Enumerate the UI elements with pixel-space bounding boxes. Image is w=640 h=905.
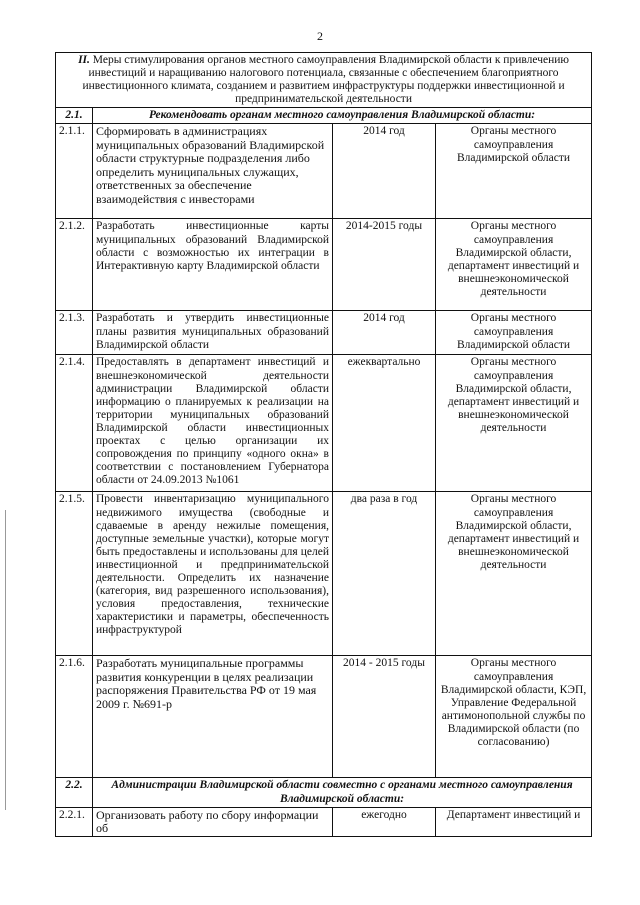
row-term: 2014 год xyxy=(333,124,436,219)
table-row xyxy=(56,807,592,837)
table-row xyxy=(56,492,592,656)
row-responsible: Органы местного самоуправления Владимирской области, департамент инвестиций и внешнеэкономической деятельности xyxy=(436,219,592,311)
subsection-title: Администрации Владимирской области совместно с органами местного самоуправления Владимирской области: xyxy=(93,778,592,807)
section-header-row xyxy=(56,53,592,108)
row-description: Разработать инвестиционные карты муниципальных образований Владимирской области с возможностью их интеграции в Интерактивную карту Владимирской области xyxy=(93,219,333,311)
row-responsible: Органы местного самоуправления Владимирской области, КЭП, Управление Федеральной антимонопольной службы по Владимирской области (по согласованию) xyxy=(436,656,592,778)
section-title-cell xyxy=(56,53,592,108)
row-responsible: Органы местного самоуправления Владимирской области, департамент инвестиций и внешнеэкономической деятельности xyxy=(436,355,592,492)
row-responsible: Департамент инвестиций и xyxy=(436,807,592,837)
row-term: 2014-2015 годы xyxy=(333,219,436,311)
row-number: 2.1.6. xyxy=(56,656,93,778)
row-responsible: Органы местного самоуправления Владимирской области xyxy=(436,311,592,355)
measures-table xyxy=(55,52,592,837)
row-description: Сформировать в администрациях муниципальных образований Владимирской области структурные подразделения либо определить муниципальных служащих, ответственных за обеспечение взаимодействия с инвесторами xyxy=(93,124,333,219)
row-term: два раза в год xyxy=(333,492,436,656)
table-row xyxy=(56,656,592,778)
row-number: 2.1.5. xyxy=(56,492,93,656)
scan-margin-line xyxy=(5,510,6,810)
row-responsible: Органы местного самоуправления Владимирской области, департамент инвестиций и внешнеэкономической деятельности xyxy=(436,492,592,656)
row-description: Провести инвентаризацию муниципального недвижимого имущества (свободные и сдаваемые в аренду нежилые помещения, доступные земельные участки), которые могут быть предоставлены и использованы для целей инвестиционной и предпринимательской деятельности. Определить их назначение (категория, вид разрешенного использования), условия предоставления, технические характеристики и параметры, обеспеченность инфраструктурой xyxy=(93,492,333,656)
subsection-row xyxy=(56,108,592,124)
subsection-number: 2.2. xyxy=(56,778,93,807)
row-number: 2.1.4. xyxy=(56,355,93,492)
row-number: 2.1.1. xyxy=(56,124,93,219)
row-description: Разработать муниципальные программы развития конкуренции в целях реализации распоряжения Правительства РФ от 19 мая 2009 г. №691-р xyxy=(93,656,333,778)
table-row xyxy=(56,219,592,311)
row-number: 2.1.2. xyxy=(56,219,93,311)
subsection-number: 2.1. xyxy=(56,108,93,124)
page-number: 2 xyxy=(317,29,323,43)
row-responsible: Органы местного самоуправления Владимирской области xyxy=(436,124,592,219)
section-title: Меры стимулирования органов местного самоуправления Владимирской области к привлечению инвестиций и наращиванию налогового потенциала, связанные с обеспечением благоприятного инвестиционного климата, созданием и развитием инфраструктуры поддержки инвестиционной и предпринимательской деятельности xyxy=(82,54,569,106)
section-roman-numeral: II. xyxy=(78,54,90,66)
row-number: 2.2.1. xyxy=(56,807,93,837)
row-description: Предоставлять в департамент инвестиций и внешнеэкономической деятельности администрации Владимирской области информацию о планируемых к реализации на территории муниципальных образований Владимирской области инвестиционных проектах с целью организации их сопровождения по принципу «одного окна» в соответствии с постановлением Губернатора области от 24.09.2013 №1061 xyxy=(93,355,333,492)
row-description: Организовать работу по сбору информации об xyxy=(93,807,333,837)
subsection-title: Рекомендовать органам местного самоуправления Владимирской области: xyxy=(93,108,592,124)
subsection-row xyxy=(56,778,592,807)
table-row xyxy=(56,124,592,219)
row-number: 2.1.3. xyxy=(56,311,93,355)
row-description: Разработать и утвердить инвестиционные планы развития муниципальных образований Владимирской области xyxy=(93,311,333,355)
row-term: 2014 год xyxy=(333,311,436,355)
row-term: 2014 - 2015 годы xyxy=(333,656,436,778)
table-row xyxy=(56,355,592,492)
table-row xyxy=(56,311,592,355)
row-term: ежегодно xyxy=(333,807,436,837)
row-term: ежеквартально xyxy=(333,355,436,492)
